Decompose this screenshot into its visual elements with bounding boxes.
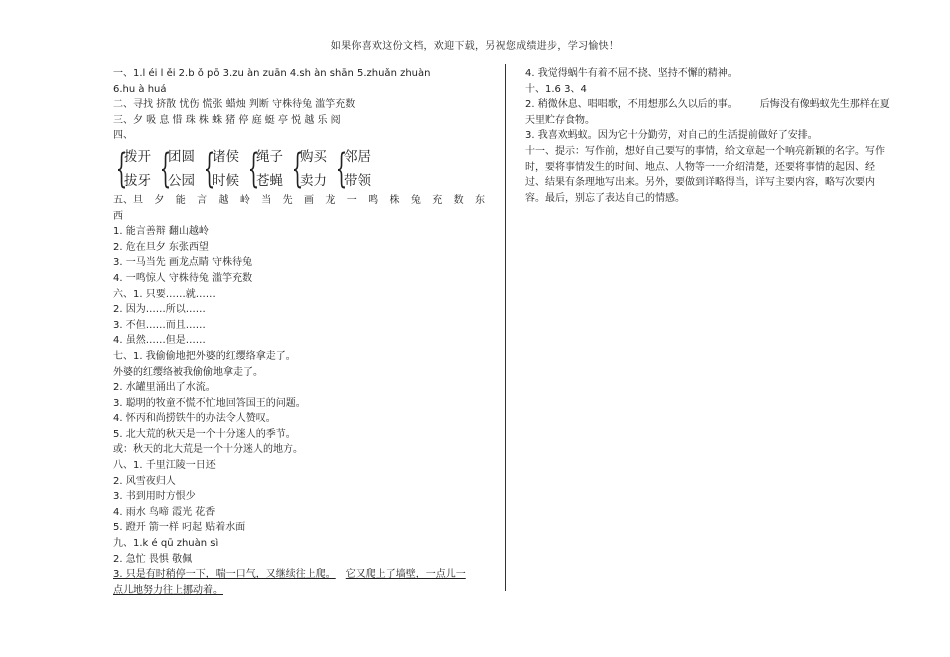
- pair-top: 拨开: [124, 148, 151, 165]
- s8-item: 八、1. 千里江陵一日还: [113, 460, 216, 472]
- r3a: 2. 稍微休息、唱唱歌，不用想那么久以后的事。: [525, 99, 738, 111]
- word-pair: [289, 146, 327, 192]
- section-5-chars: [113, 193, 485, 209]
- column-divider: [505, 64, 506, 591]
- right-column: [525, 66, 890, 206]
- section-4-label: 四、: [113, 130, 133, 142]
- r-line-3: [525, 97, 890, 113]
- s5-char: 五、旦: [113, 194, 143, 206]
- section-4-pairs: [113, 146, 485, 192]
- page-header: 如果你喜欢这份文档，欢迎下载，另祝您成绩进步，学习愉快！: [330, 41, 620, 52]
- s8-item: 5. 蹬开 箭一样 叼起 贴着水面: [113, 522, 246, 534]
- r-line: 天里贮存食物。: [525, 114, 595, 126]
- s5-char: 东: [475, 194, 485, 206]
- s5-char: 当: [261, 194, 272, 206]
- s5-char: 画: [304, 194, 314, 206]
- s5-item: 4. 一鸣惊人 守株待兔 滥竽充数: [113, 272, 253, 284]
- s6-item: 3. 不但……而且……: [113, 319, 206, 331]
- s7-item: 七、1. 我偷偷地把外婆的红缨络拿走了。: [113, 350, 296, 362]
- s9-3a: 3. 只是有时稍停一下，喘一口气，又继续往上爬。: [113, 569, 336, 581]
- r-line: 4. 我觉得蜗牛有着不屈不挠、坚持不懈的精神。: [525, 68, 738, 79]
- r-line: 3. 我喜欢蚂蚁。因为它十分勤劳，对自己的生活提前做好了安排。: [525, 130, 818, 142]
- pair-top: 诸侯: [212, 148, 239, 165]
- brace-icon: {: [247, 145, 260, 192]
- pair-bottom: 公园: [168, 172, 195, 189]
- s5-char: 能: [175, 194, 186, 206]
- s9-item: 九、1.k é qū zhuàn sì: [113, 538, 219, 550]
- pair-bottom: 带领: [344, 172, 371, 189]
- r-line: 十、1.6 3、4: [525, 83, 587, 95]
- brace-icon: {: [291, 145, 304, 192]
- pair-top: 购买: [300, 148, 327, 165]
- s8-item: 2. 风雪夜归人: [113, 475, 176, 487]
- s9-item-3: [113, 567, 485, 583]
- s5-char: 先: [282, 194, 293, 206]
- s5-char: 龙: [325, 194, 336, 206]
- section-5-cont: 西: [113, 210, 123, 222]
- pair-top: 邻居: [344, 148, 371, 165]
- left-column: [113, 66, 485, 598]
- s5-item: 2. 危在旦夕 东张西望: [113, 241, 209, 253]
- s7-item: 3. 聪明的牧童不慌不忙地回答国王的问题。: [113, 397, 306, 409]
- s6-item: 2. 因为……所以……: [113, 304, 206, 316]
- s6-item: 六、1. 只要……就……: [113, 288, 216, 300]
- s7-item: 4. 怀丙和尚捞铁牛的办法令人赞叹。: [113, 413, 276, 425]
- s7-item: 2. 水罐里涌出了水流。: [113, 382, 216, 394]
- section-3: 三、夕 吸 息 惜 珠 株 蛛 猪 停 庭 蜓 亭 悦 越 乐 阅: [113, 114, 341, 126]
- pair-top: 绳子: [256, 148, 283, 165]
- word-pair: [157, 146, 195, 192]
- s5-char: 兔: [410, 194, 421, 206]
- s9-3c: 点儿地努力往上挪动着。: [113, 584, 223, 596]
- pair-bottom: 卖力: [300, 172, 327, 189]
- r-paragraph: 十一、提示：写作前，想好自己要写的事情，给文章起一个响亮新颖的名字。写作时，要将事情发生的时间、地点、人物等一一介绍清楚，还要将事情的起因、经过、结果有条理地写出来。另外，要做到详略得当，详写主要内容，略写次要内容。最后，别忘了表达自己的情感。: [525, 145, 885, 204]
- word-pair: [333, 146, 371, 192]
- s5-char: 充: [432, 194, 443, 206]
- section-1-line-2: 6.hu à huá: [113, 83, 167, 95]
- s9-item: 2. 急忙 畏惧 敬佩: [113, 553, 193, 565]
- s5-char: 岭: [239, 194, 250, 206]
- r3b: 后悔没有像蚂蚁先生那样在夏: [759, 99, 890, 111]
- word-pair: [201, 146, 239, 192]
- s5-char: 株: [389, 194, 400, 206]
- pair-bottom: 苍蝇: [256, 172, 283, 189]
- pair-bottom: 时候: [212, 172, 239, 189]
- s5-item: 3. 一马当先 画龙点睛 守株待兔: [113, 257, 253, 269]
- pair-top: 团圆: [168, 148, 195, 165]
- pair-bottom: 拔牙: [124, 172, 151, 189]
- brace-icon: {: [115, 145, 128, 192]
- s7-item: 5. 北大荒的秋天是一个十分迷人的季节。: [113, 428, 296, 440]
- s5-char: 夕: [154, 194, 165, 206]
- s5-char: 越: [218, 194, 229, 206]
- section-2: 二、寻找 挤散 忧伤 慌张 蜡烛 判断 守株待兔 滥竽充数: [113, 99, 356, 111]
- s5-char: 数: [453, 194, 464, 206]
- s6-item: 4. 虽然……但是……: [113, 335, 206, 347]
- word-pair: [245, 146, 283, 192]
- s9-item-3-cont: [113, 583, 485, 599]
- brace-icon: {: [203, 145, 216, 192]
- word-pair: [113, 146, 151, 192]
- section-1-line-1: 一、1.l éi l ěi 2.b ǒ pō 3.zu àn zuān 4.sh àn shān 5.zhuǎn zhuàn: [113, 68, 431, 79]
- s5-char: 言: [197, 194, 208, 206]
- brace-icon: {: [159, 145, 172, 192]
- s5-char: 鸣: [368, 194, 379, 206]
- s5-item: 1. 能言善辩 翻山越岭: [113, 226, 209, 238]
- s5-char: 一: [346, 194, 357, 206]
- s7-item: 或：秋天的北大荒是一个十分迷人的地方。: [113, 444, 303, 456]
- s7-item: 外婆的红缨络被我偷偷地拿走了。: [113, 366, 263, 378]
- s8-item: 4. 雨水 鸟啼 霞光 花香: [113, 506, 216, 518]
- s9-3b: 它又爬上了墙壁，一点儿一: [345, 569, 466, 581]
- s8-item: 3. 书到用时方恨少: [113, 491, 196, 503]
- brace-icon: {: [335, 145, 348, 192]
